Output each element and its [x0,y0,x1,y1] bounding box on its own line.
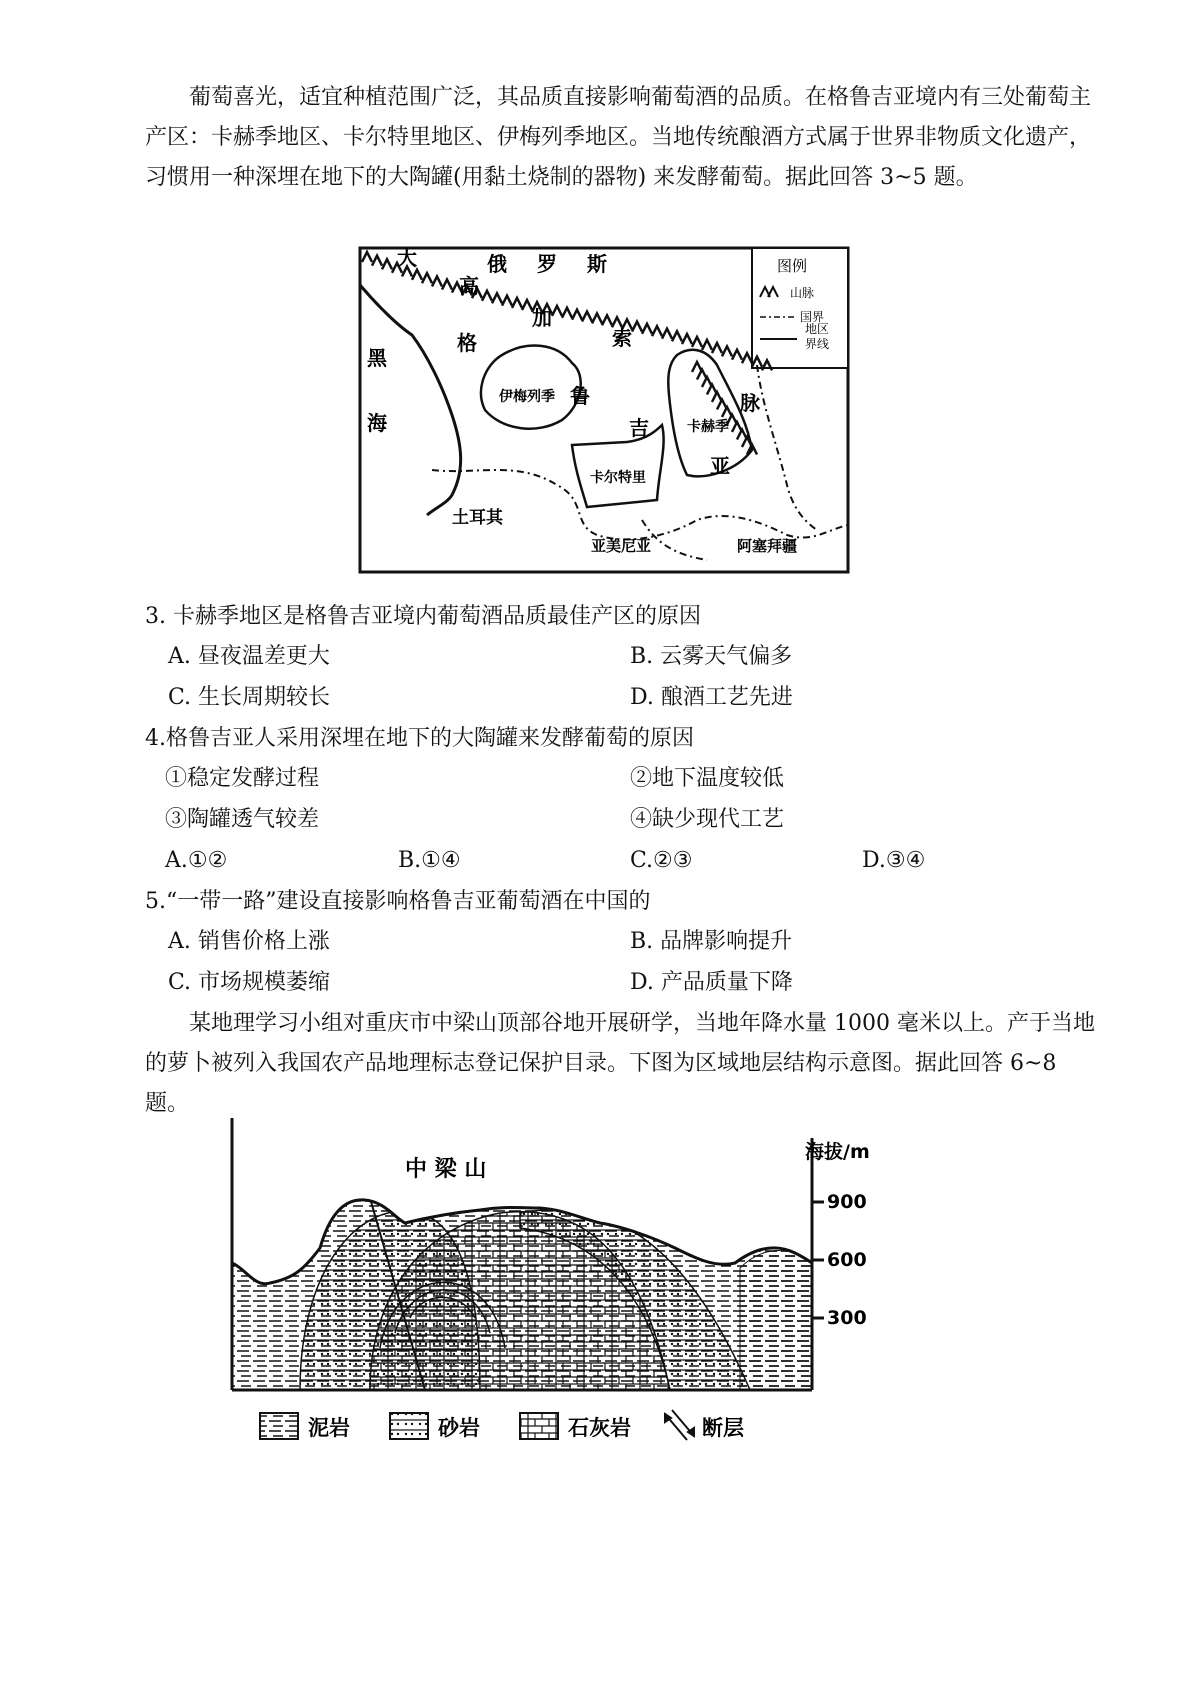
q4-option-a[interactable]: A.①② [165,848,228,873]
label-hei: 黑 [367,346,387,370]
tick-600: 600 [827,1249,867,1271]
q3-option-c[interactable]: C. 生长周期较长 [168,685,331,710]
label-russia-2: 罗 [537,252,557,276]
tick-900: 900 [827,1191,867,1213]
axis-label: 海拔/m [805,1141,870,1163]
label-turkey: 土耳其 [452,508,503,528]
legend-limestone: 石灰岩 [568,1416,631,1440]
legend-region-label-2: 界线 [805,337,830,351]
legend-sandstone: 砂岩 [438,1416,480,1440]
legend-title: 图例 [777,257,808,275]
question-4-stem: 4.格鲁吉亚人采用深埋在地下的大陶罐来发酵葡萄的原因 [145,726,694,751]
legend-mudstone-swatch [260,1413,298,1439]
geological-section [220,1118,960,1458]
label-kartli: 卡尔特里 [590,470,646,486]
legend-region-label-1: 地区 [805,322,830,336]
label-suo: 索 [612,326,632,350]
label-mai: 脉 [740,391,760,415]
label-da: 大 [397,246,417,270]
q5-option-c[interactable]: C. 市场规模萎缩 [168,970,331,995]
label-lu: 鲁 [570,384,590,408]
georgia-map [357,245,851,575]
q4-item-1: ①稳定发酵过程 [165,766,320,791]
q5-option-b[interactable]: B. 品牌影响提升 [630,929,793,954]
label-ji: 吉 [629,416,649,440]
tick-300: 300 [827,1307,867,1329]
fault-icon [665,1410,694,1440]
section-title: 中 梁 山 [405,1157,487,1182]
q4-item-4: ④缺少现代工艺 [630,807,785,832]
question-5-stem: 5.“一带一路”建设直接影响格鲁吉亚葡萄酒在中国的 [145,889,651,914]
legend-sandstone-swatch [390,1413,428,1439]
q3-option-a[interactable]: A. 昼夜温差更大 [168,644,330,669]
legend-border-label: 国界 [800,310,825,324]
legend-mudstone: 泥岩 [308,1416,350,1440]
q3-option-b[interactable]: B. 云雾天气偏多 [630,644,793,669]
q4-item-3: ③陶罐透气较差 [165,807,320,832]
question-3-stem: 3. 卡赫季地区是格鲁吉亚境内葡萄酒品质最佳产区的原因 [145,604,701,629]
q5-option-a[interactable]: A. 销售价格上涨 [168,929,330,954]
q4-option-c[interactable]: C.②③ [630,848,693,873]
legend-limestone-swatch [520,1413,558,1439]
q4-option-b[interactable]: B.①④ [398,848,461,873]
label-armenia: 亚美尼亚 [591,537,652,555]
q4-item-2: ②地下温度较低 [630,766,785,791]
label-russia-3: 斯 [587,252,607,276]
legend-mountain-label: 山脉 [790,286,815,300]
label-hai: 海 [367,411,387,435]
q4-option-d[interactable]: D.③④ [862,848,926,873]
intro-paragraph-1: 葡萄喜光，适宜种植范围广泛，其品质直接影响葡萄酒的品质。在格鲁吉亚境内有三处葡萄主产区：卡赫季地区、卡尔特里地区、伊梅列季地区。当地传统酿酒方式属于世界非物质文化遗产，习惯用一种深埋在地下的大陶罐(用黏土烧制的器物) 来发酵葡萄。据此回答 3~5 题。 [145,85,1092,190]
label-ge: 格 [457,331,477,355]
legend-fault: 断层 [702,1416,744,1440]
q3-option-d[interactable]: D. 酿酒工艺先进 [630,685,793,710]
label-imereti: 伊梅列季 [499,389,555,405]
label-ya: 亚 [710,454,730,478]
label-kakheti: 卡赫季 [687,419,729,435]
intro-paragraph-2: 某地理学习小组对重庆市中梁山顶部谷地开展研学，当地年降水量 1000 毫米以上。产于当地的萝卜被列入我国农产品地理标志登记保护目录。下图为区域地层结构示意图。据此回答 6~8 题。 [145,1011,1095,1116]
q5-option-d[interactable]: D. 产品质量下降 [630,970,793,995]
label-azerbaijan: 阿塞拜疆 [737,537,798,555]
label-gao: 高 [459,274,479,298]
label-jia: 加 [532,306,552,330]
label-russia-1: 俄 [487,252,507,276]
